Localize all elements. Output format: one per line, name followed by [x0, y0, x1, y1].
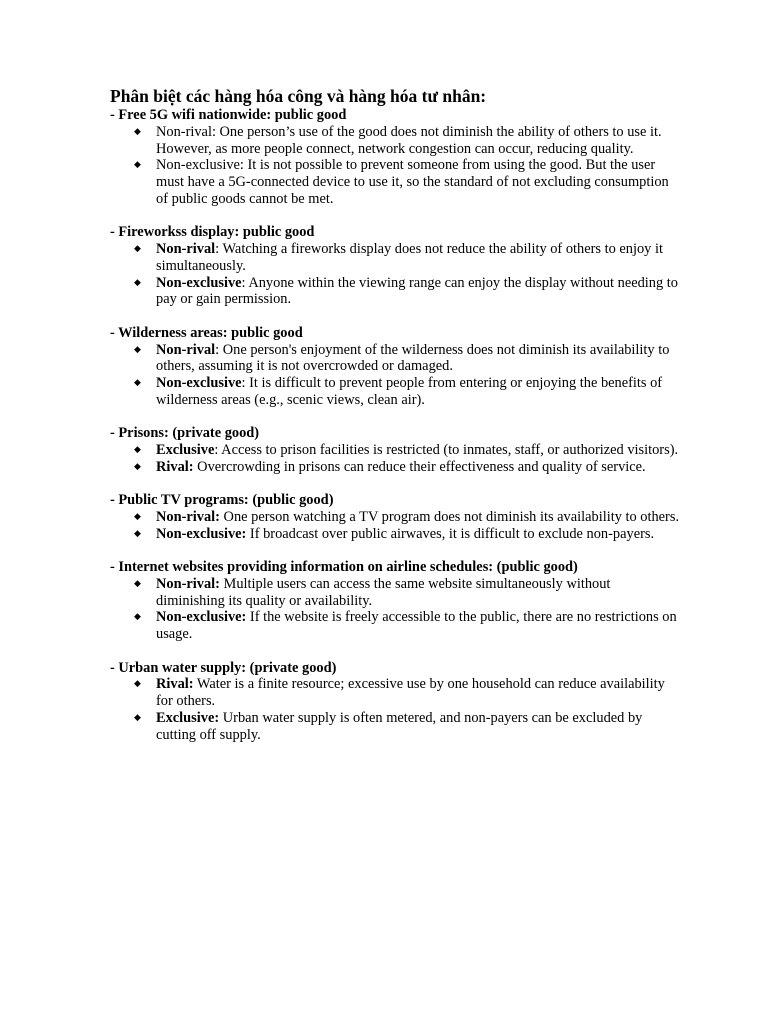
diamond-bullet-icon: ◆: [134, 378, 141, 389]
diamond-bullet-icon: ◆: [134, 712, 141, 723]
document-title: Phân biệt các hàng hóa công và hàng hóa tư nhân:: [110, 86, 487, 106]
item-term: Non-rival:: [156, 575, 220, 592]
item-term: Non-exclusive: [156, 274, 242, 291]
item-term: Non-rival: [156, 241, 216, 258]
list-item: [110, 676, 680, 710]
diamond-bullet-icon: ◆: [134, 445, 141, 456]
diamond-bullet-icon: ◆: [134, 461, 141, 472]
item-term: Non-rival: [156, 341, 216, 358]
list-item: [110, 442, 680, 459]
item-text: : Watching a fireworks display does not reduce the ability of others to enjoy it simultaneously.: [156, 241, 663, 274]
list-item: [110, 375, 680, 409]
item-term: Rival:: [156, 458, 194, 475]
list-item: [110, 342, 680, 376]
section-heading: - Wilderness areas: public good: [110, 324, 303, 341]
section-heading: - Free 5G wifi nationwide: public good: [110, 107, 347, 123]
item-text: One person watching a TV program does not diminish its availability to others.: [219, 508, 680, 525]
diamond-bullet-icon: ◆: [134, 244, 141, 255]
bullet-list: [110, 241, 680, 308]
section-heading: - Fireworkss display: public good: [110, 224, 315, 241]
bullet-list: [110, 442, 680, 476]
item-term: Non-exclusive: [156, 375, 242, 392]
list-item: [110, 576, 680, 610]
section-heading: - Internet websites providing information on airline schedules: (public good): [110, 559, 578, 576]
bullet-list: [110, 124, 680, 208]
document-page: [110, 86, 680, 760]
section-heading: - Prisons: (private good): [110, 425, 260, 442]
section-heading: - Public TV programs: (public good): [110, 492, 334, 509]
item-term: Non-rival:: [156, 508, 220, 525]
diamond-bullet-icon: ◆: [134, 277, 141, 288]
section: [110, 660, 680, 744]
section: [110, 492, 680, 542]
list-item: [110, 509, 680, 526]
list-item: [110, 459, 680, 476]
item-text: If broadcast over public airwaves, it is difficult to exclude non-payers.: [246, 525, 655, 542]
list-item: [110, 526, 680, 543]
section-heading: - Urban water supply: (private good): [110, 659, 337, 676]
diamond-bullet-icon: ◆: [134, 578, 141, 589]
item-text: Non-rival: One person’s use of the good does not diminish the ability of others to use it. However, as more people connect, network congestion can occur, reducing quality.: [156, 123, 662, 157]
sections-container: [110, 107, 680, 744]
item-text: Multiple users can access the same website simultaneously without diminishing its quality or availability.: [156, 575, 611, 609]
item-term: Exclusive: [156, 442, 215, 459]
item-text: If the website is freely accessible to the public, there are no restrictions on usage.: [156, 609, 677, 643]
item-text: : It is difficult to prevent people from entering or enjoying the benefits of wilderness areas (e.g., scenic views, clean air).: [156, 375, 663, 408]
item-text: Water is a finite resource; excessive use by one household can reduce availability for others.: [156, 676, 665, 710]
section: [110, 224, 680, 308]
section: [110, 325, 680, 409]
item-term: Rival:: [156, 676, 194, 693]
list-item: [110, 710, 680, 744]
item-term: Non-exclusive:: [156, 609, 247, 626]
diamond-bullet-icon: ◆: [134, 528, 141, 539]
list-item: [110, 275, 680, 309]
diamond-bullet-icon: ◆: [134, 612, 141, 623]
bullet-list: [110, 509, 680, 543]
list-item: [110, 609, 680, 643]
item-text: Non-exclusive: It is not possible to prevent someone from using the good. But the user must have a 5G-connected device to use it, so the standard of not excluding consumption of public goods cannot be met.: [156, 157, 669, 207]
list-item: [110, 241, 680, 275]
bullet-list: [110, 676, 680, 743]
diamond-bullet-icon: ◆: [134, 511, 141, 522]
item-text: : One person's enjoyment of the wilderness does not diminish its availability to others, assuming it is not overcrowded or damaged.: [156, 341, 670, 375]
item-term: Non-exclusive:: [156, 525, 247, 542]
diamond-bullet-icon: ◆: [134, 126, 141, 137]
bullet-list: [110, 576, 680, 643]
item-text: : Access to prison facilities is restricted (to inmates, staff, or authorized visitors).: [214, 442, 679, 459]
item-term: Exclusive:: [156, 709, 220, 726]
diamond-bullet-icon: ◆: [134, 160, 141, 171]
bullet-list: [110, 342, 680, 409]
list-item: [110, 157, 680, 207]
section: [110, 559, 680, 643]
item-text: Overcrowding in prisons can reduce their effectiveness and quality of service.: [193, 458, 646, 475]
item-text: Urban water supply is often metered, and non-payers can be excluded by cutting off supply.: [156, 709, 643, 743]
diamond-bullet-icon: ◆: [134, 679, 141, 690]
list-item: [110, 124, 680, 158]
diamond-bullet-icon: ◆: [134, 344, 141, 355]
section: [110, 107, 680, 208]
item-text: : Anyone within the viewing range can enjoy the display without needing to pay or gain permission.: [156, 274, 678, 308]
section: [110, 425, 680, 475]
